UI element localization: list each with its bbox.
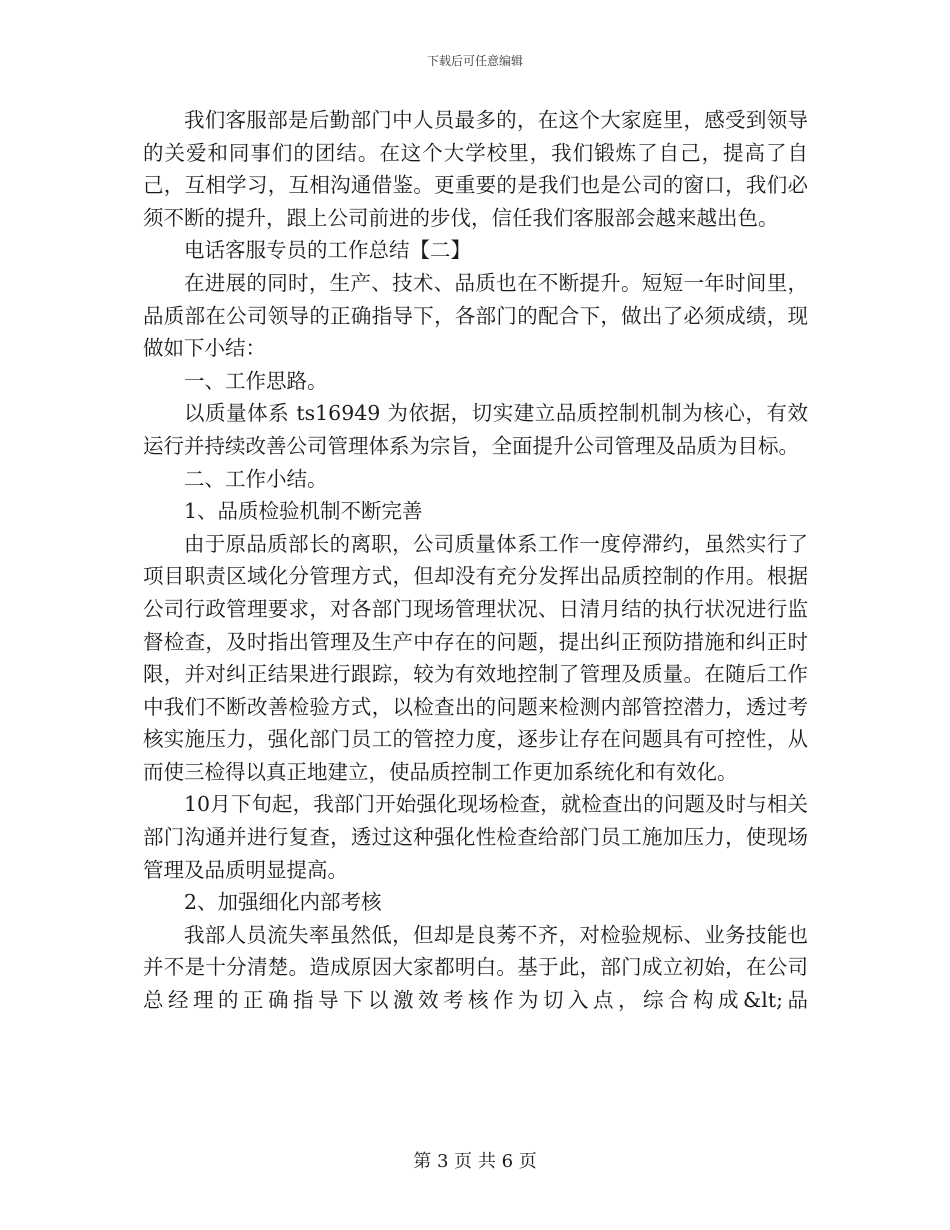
paragraph: 我们客服部是后勤部门中人员最多的，在这个大家庭里，感受到领导的关爱和同事们的团结。在这个大学校里，我们锻炼了自己，提高了自己，互相学习，互相沟通借鉴。更重要的是我们也是公司的窗口，我们必须不断的提升，跟上公司前进的步伐，信任我们客服部会越来越出色。: [143, 108, 808, 230]
page-number: 第 3 页 共 6 页: [413, 1151, 537, 1172]
subheading: 1、品质检验机制不断完善: [184, 499, 423, 524]
paragraph: 以质量体系 ts16949 为依据，切实建立品质控制机制为核心，有效运行并持续改善公司管理体系为宗旨，全面提升公司管理及品质为目标。: [143, 401, 808, 458]
document-body: [143, 104, 808, 1017]
heading: 二、工作小结。: [184, 466, 328, 491]
paragraph: 由于原品质部长的离职，公司质量体系工作一度停滞约，虽然实行了项目职责区域化分管理方式，但却没有充分发挥出品质控制的作用。根据公司行政管理要求，对各部门现场管理状况、日清月结的执行状况进行监督检查，及时指出管理及生产中存在的问题，提出纠正预防措施和纠正时限，并对纠正结果进行跟踪，较为有效地控制了管理及质量。在随后工作中我们不断改善检验方式，以检查出的问题来检测内部管控潜力，透过考核实施压力，强化部门员工的管控力度，逐步让存在问题具有可控性，从而使三检得以真正地建立，使品质控制工作更加系统化和有效化。: [143, 531, 808, 784]
subheading: 2、加强细化内部考核: [184, 890, 382, 915]
paragraph: 我部人员流失率虽然低，但却是良莠不齐，对检验规标、业务技能也并不是十分清楚。造成原因大家都明白。基于此，部门成立初始，在公司总经理的正确指导下以激效考核作为切入点，综合构成&lt;品: [143, 922, 808, 1013]
paragraph: 在进展的同时，生产、技术、品质也在不断提升。短短一年时间里，品质部在公司领导的正确指导下，各部门的配合下，做出了必须成绩，现做如下小结：: [143, 270, 808, 361]
heading: 一、工作思路。: [184, 368, 328, 393]
page-header: 下载后可任意编辑: [426, 54, 523, 68]
paragraph: 10月下旬起，我部门开始强化现场检查，就检查出的问题及时与相关部门沟通并进行复查，透过这种强化性检查给部门员工施加压力，使现场管理及品质明显提高。: [143, 792, 808, 882]
section-title: 电话客服专员的工作总结【二】: [184, 238, 471, 263]
